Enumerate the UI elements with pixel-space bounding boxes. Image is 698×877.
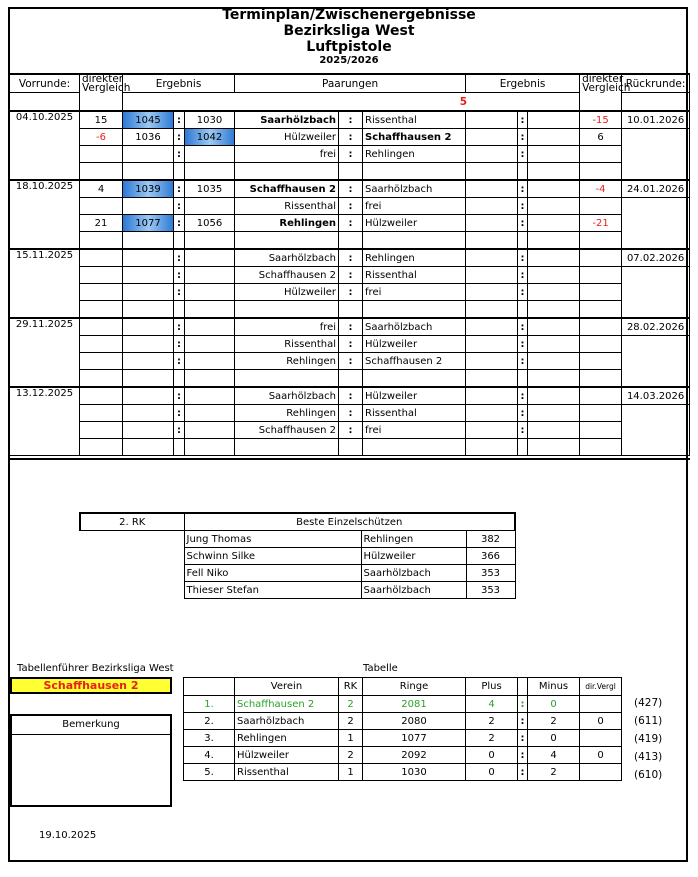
einzelschuetze-row [80,548,515,565]
round-number: 5 [123,93,580,112]
score-away [185,318,235,336]
plus-minus-colon: : [518,747,528,764]
direkter-vergleich-right [580,146,622,163]
home-team: Schaffhausen 2 [235,267,339,284]
standings-extra: (610) [634,769,663,781]
round-row [10,267,690,284]
rk: 2 [339,713,363,730]
minus: 2 [528,764,580,781]
round-row-first [10,180,690,198]
score-colon: : [174,249,185,267]
home-team: Hülzweiler [235,129,339,146]
score-colon: : [174,267,185,284]
shooter-name: Schwinn Silke [184,548,361,565]
away-team: Rehlingen [363,249,466,267]
away-team: frei [363,198,466,215]
rueckrunde-date: 07.02.2026 [622,249,690,267]
standings-extra: (611) [634,715,663,727]
rings: 2080 [363,713,466,730]
score-colon: : [174,284,185,301]
section-divider [8,458,690,460]
direkter-vergleich-right [580,353,622,370]
rk-label: 2. RK [80,513,184,531]
rk: 2 [339,747,363,764]
score2-away [528,387,580,405]
home-team: Schaffhausen 2 [235,180,339,198]
direkter-vergleich-left: -6 [80,129,123,146]
standings-row [184,713,622,730]
vorrunde-date: 15.11.2025 [10,249,80,318]
score-colon: : [174,405,185,422]
direkter-vergleich-right [580,267,622,284]
vorrunde-date: 13.12.2025 [10,387,80,456]
score2-colon: : [518,353,528,370]
score2-home [466,387,518,405]
home-team: Rissenthal [235,336,339,353]
pairing-colon: : [339,267,363,284]
score-home [123,353,174,370]
score2-home [466,267,518,284]
score-away [185,422,235,439]
away-team: Rissenthal [363,111,466,129]
plus-minus-colon: : [518,730,528,747]
pairing-colon: : [339,336,363,353]
score2-colon: : [518,267,528,284]
shooter-name: Thieser Stefan [184,582,361,599]
pairing-colon: : [339,146,363,163]
score2-home [466,284,518,301]
pairing-colon: : [339,405,363,422]
title-line-3: Luftpistole [306,39,392,55]
score2-colon: : [518,318,528,336]
club: Rissenthal [235,764,339,781]
score-home [123,387,174,405]
direkter-vergleich-right [580,422,622,439]
score-home: 1077 [123,215,174,232]
rk: 2 [339,696,363,713]
score2-away [528,180,580,198]
score-away: 1042 [185,129,235,146]
rank: 1. [184,696,235,713]
score2-away [528,267,580,284]
rank: 5. [184,764,235,781]
shooter-score: 353 [466,565,515,582]
direkter-vergleich-left [80,146,123,163]
remark-box [10,714,172,807]
direkter-vergleich-left [80,198,123,215]
pairing-colon: : [339,215,363,232]
vorrunde-date: 29.11.2025 [10,318,80,387]
standings-extra: (427) [634,697,663,709]
dir-vergl: 0 [580,747,622,764]
title-line-2: Bezirksliga West [283,23,415,39]
score2-home [466,353,518,370]
direkter-vergleich-left [80,405,123,422]
round-row [10,198,690,215]
score2-colon: : [518,180,528,198]
score-away [185,267,235,284]
away-team: Schaffhausen 2 [363,129,466,146]
score2-home [466,198,518,215]
vorrunde-header: Vorrunde: [10,74,80,93]
score-away [185,387,235,405]
schedule-header-row [10,74,690,93]
pairing-colon: : [339,387,363,405]
away-team: Hülzweiler [363,387,466,405]
rank: 4. [184,747,235,764]
schedule-table [9,73,690,456]
minus: 4 [528,747,580,764]
vorrunde-date: 04.10.2025 [10,111,80,180]
club: Saarhölzbach [235,713,339,730]
score2-home [466,318,518,336]
round-row-first [10,111,690,129]
plus-header: Plus [466,678,518,696]
plus-minus-colon: : [518,764,528,781]
score2-colon: : [518,249,528,267]
standings-row [184,696,622,713]
dir-vergl: 0 [580,713,622,730]
einzelschuetzen-heading: Beste Einzelschützen [184,513,515,531]
standings-extra: (413) [634,751,663,763]
round-row [10,146,690,163]
score-home [123,146,174,163]
away-team: frei [363,284,466,301]
leader-team: Schaffhausen 2 [10,677,172,694]
shooter-club: Saarhölzbach [361,565,466,582]
score2-colon: : [518,146,528,163]
score-colon: : [174,146,185,163]
direkter-vergleich-left [80,336,123,353]
score2-colon: : [518,284,528,301]
direkter-vergleich-left [80,353,123,370]
direkter-vergleich-right [580,318,622,336]
round-row [10,405,690,422]
score2-home [466,111,518,129]
home-team: Hülzweiler [235,284,339,301]
pairing-colon: : [339,198,363,215]
score-away [185,336,235,353]
score-away [185,405,235,422]
plus: 0 [466,764,518,781]
score-home [123,405,174,422]
direkter-vergleich-right: -15 [580,111,622,129]
direkter-vergleich-right [580,387,622,405]
home-team: Saarhölzbach [235,387,339,405]
round-row-first [10,249,690,267]
rank: 2. [184,713,235,730]
score-away: 1056 [185,215,235,232]
score2-home [466,336,518,353]
minus: 0 [528,696,580,713]
club: Hülzweiler [235,747,339,764]
round-row [10,129,690,146]
round-row [10,353,690,370]
score-colon: : [174,353,185,370]
club: Schaffhausen 2 [235,696,339,713]
round-row [10,215,690,232]
round-row [10,422,690,439]
score-away [185,198,235,215]
remark-heading: Bemerkung [12,716,170,735]
score2-away [528,198,580,215]
rk: 1 [339,764,363,781]
direkter-vergleich-left [80,249,123,267]
minus: 0 [528,730,580,747]
round-row [10,336,690,353]
title-block [8,7,690,67]
rings: 1077 [363,730,466,747]
rings: 2092 [363,747,466,764]
score2-colon: : [518,198,528,215]
rank: 3. [184,730,235,747]
pairing-colon: : [339,249,363,267]
direkter-vergleich-left: 4 [80,180,123,198]
away-team: Saarhölzbach [363,180,466,198]
score2-away [528,405,580,422]
rueckrunde-date: 10.01.2026 [622,111,690,129]
score-away [185,146,235,163]
dir-vergl-header: dir.Vergl [580,678,622,696]
score2-away [528,422,580,439]
score2-home [466,146,518,163]
rk-header: RK [339,678,363,696]
leader-label: Tabellenführer Bezirksliga West [17,663,174,674]
round-row [10,370,690,388]
ergebnis-left-header: Ergebnis [123,74,235,93]
score-home [123,249,174,267]
direkter-vergleich-right [580,249,622,267]
pairing-colon: : [339,353,363,370]
direkter-vergleich-left [80,267,123,284]
away-team: Saarhölzbach [363,318,466,336]
plus: 2 [466,713,518,730]
score-home [123,267,174,284]
plus: 2 [466,730,518,747]
shooter-club: Rehlingen [361,531,466,548]
minus: 2 [528,713,580,730]
home-team: Schaffhausen 2 [235,422,339,439]
score-home: 1045 [123,111,174,129]
direkter-vergleich-left [80,422,123,439]
home-team: Saarhölzbach [235,111,339,129]
standings-header-row [184,678,622,696]
score2-colon: : [518,336,528,353]
direkter-vergleich-left: 21 [80,215,123,232]
direkter-vergleich-right-header: direkter Vergleich [580,74,622,111]
ringe-header: Ringe [363,678,466,696]
rueckrunde-date: 14.03.2026 [622,387,690,405]
score-colon: : [174,422,185,439]
score2-colon: : [518,405,528,422]
standings-label: Tabelle [363,663,398,674]
home-team: Rehlingen [235,215,339,232]
score-colon: : [174,180,185,198]
score-colon: : [174,129,185,146]
vorrunde-date: 18.10.2025 [10,180,80,249]
standings-table [183,677,622,781]
score2-home [466,249,518,267]
einzelschuetzen-table [79,512,516,599]
away-team: frei [363,422,466,439]
pairing-colon: : [339,422,363,439]
pairing-colon: : [339,180,363,198]
score-away [185,284,235,301]
score2-colon: : [518,422,528,439]
direkter-vergleich-right [580,198,622,215]
score2-home [466,422,518,439]
direkter-vergleich-right: 6 [580,129,622,146]
pairing-colon: : [339,129,363,146]
plus: 4 [466,696,518,713]
score-colon: : [174,336,185,353]
score-away: 1035 [185,180,235,198]
direkter-vergleich-left: 15 [80,111,123,129]
footer-date: 19.10.2025 [39,830,97,841]
home-team: frei [235,146,339,163]
home-team: Rehlingen [235,405,339,422]
direkter-vergleich-right [580,336,622,353]
dir-vergl [580,764,622,781]
round-row [10,301,690,319]
score-colon: : [174,215,185,232]
direkter-vergleich-left-header: direkter Vergleich [80,74,123,111]
round-row [10,439,690,456]
plus-minus-colon: : [518,696,528,713]
score2-home [466,215,518,232]
dir-vergl [580,696,622,713]
standings-row [184,730,622,747]
einzelschuetze-row [80,565,515,582]
pairing-colon: : [339,284,363,301]
score2-home [466,405,518,422]
title-line-1: Terminplan/Zwischenergebnisse [222,7,476,23]
score-home [123,318,174,336]
shooter-club: Saarhölzbach [361,582,466,599]
home-team: Saarhölzbach [235,249,339,267]
score2-away [528,215,580,232]
away-team: Hülzweiler [363,215,466,232]
score2-away [528,284,580,301]
direkter-vergleich-left [80,284,123,301]
shooter-score: 382 [466,531,515,548]
score2-away [528,129,580,146]
score-home [123,336,174,353]
rueckrunde-date: 28.02.2026 [622,318,690,336]
score2-home [466,129,518,146]
home-team: frei [235,318,339,336]
score2-away [528,111,580,129]
plus: 0 [466,747,518,764]
direkter-vergleich-right [580,284,622,301]
score-colon: : [174,318,185,336]
away-team: Schaffhausen 2 [363,353,466,370]
rk: 1 [339,730,363,747]
score2-away [528,353,580,370]
round-row-first [10,318,690,336]
einzelschuetze-row [80,531,515,548]
score-home [123,198,174,215]
score-home: 1039 [123,180,174,198]
score2-away [528,249,580,267]
shooter-score: 366 [466,548,515,565]
score-away [185,353,235,370]
score-colon: : [174,111,185,129]
home-team: Rissenthal [235,198,339,215]
score-home [123,422,174,439]
ergebnis-right-header: Ergebnis [466,74,580,93]
home-team: Rehlingen [235,353,339,370]
direkter-vergleich-left [80,387,123,405]
score-away [185,249,235,267]
einzelschuetze-row [80,582,515,599]
minus-header: Minus [528,678,580,696]
score-home [123,284,174,301]
rings: 2081 [363,696,466,713]
away-team: Hülzweiler [363,336,466,353]
score-colon: : [174,387,185,405]
away-team: Rehlingen [363,146,466,163]
score2-away [528,146,580,163]
pairing-colon: : [339,111,363,129]
pairing-colon: : [339,318,363,336]
round-row [10,284,690,301]
standings-row [184,764,622,781]
rings: 1030 [363,764,466,781]
round-row [10,163,690,181]
score-colon: : [174,198,185,215]
away-team: Rissenthal [363,267,466,284]
standings-row [184,747,622,764]
club: Rehlingen [235,730,339,747]
score-away: 1030 [185,111,235,129]
direkter-vergleich-right [580,405,622,422]
score2-colon: : [518,387,528,405]
standings-extra: (419) [634,733,663,745]
score2-home [466,180,518,198]
score2-colon: : [518,215,528,232]
plus-minus-colon: : [518,713,528,730]
score2-away [528,336,580,353]
direkter-vergleich-right: -21 [580,215,622,232]
round-row [10,232,690,250]
season-label: 2025/2026 [319,55,379,66]
score-home: 1036 [123,129,174,146]
score2-away [528,318,580,336]
direkter-vergleich-right: -4 [580,180,622,198]
shooter-name: Jung Thomas [184,531,361,548]
shooter-name: Fell Niko [184,565,361,582]
round-row-first [10,387,690,405]
rueckrunde-date: 24.01.2026 [622,180,690,198]
score2-colon: : [518,129,528,146]
paarungen-header: Paarungen [235,74,466,93]
dir-vergl [580,730,622,747]
shooter-score: 353 [466,582,515,599]
shooter-club: Hülzweiler [361,548,466,565]
score2-colon: : [518,111,528,129]
away-team: Rissenthal [363,405,466,422]
rueckrunde-header: Rückrunde: [622,74,690,93]
direkter-vergleich-left [80,318,123,336]
verein-header: Verein [235,678,339,696]
